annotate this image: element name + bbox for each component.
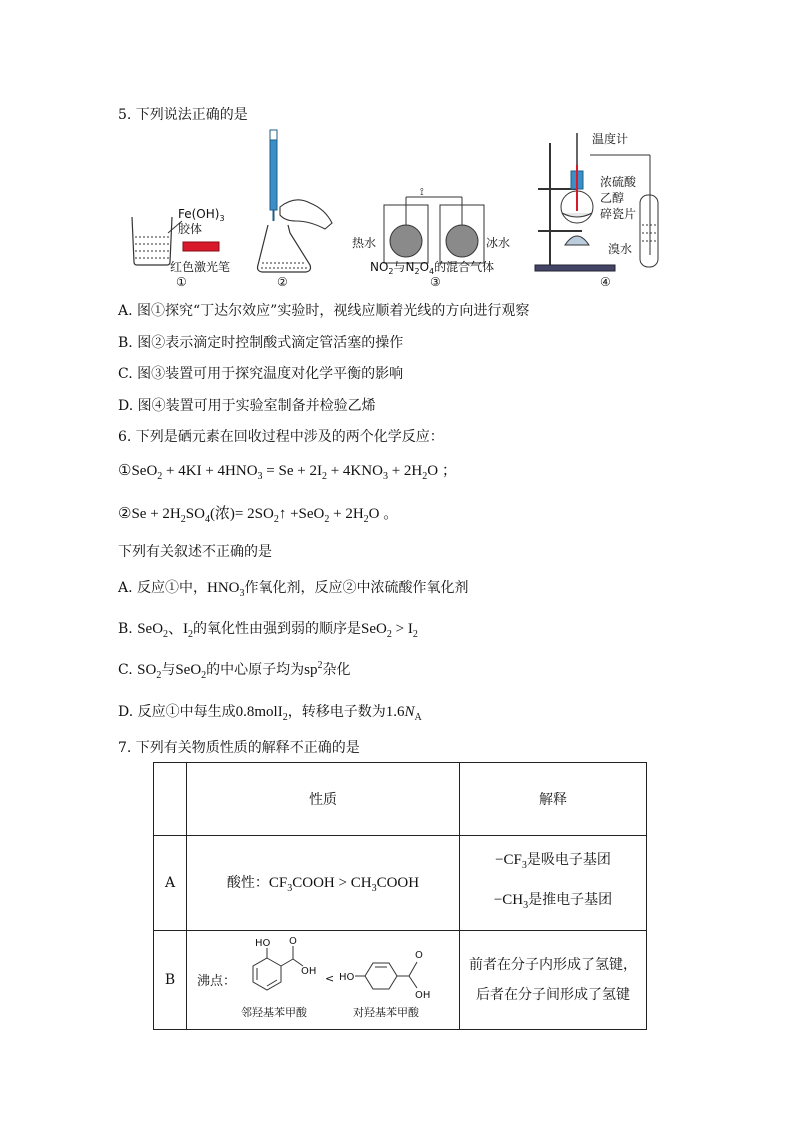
fig1-label-laser: 红色激光笔 — [170, 260, 231, 274]
row-b-structures — [189, 932, 457, 1024]
fig1-number: ① — [176, 275, 187, 289]
table-row-b — [154, 931, 647, 1030]
fig1-beaker-with-laser — [132, 207, 230, 289]
q6-stem: 6. 下列是硒元素在回收过程中涉及的两个化学反应： — [118, 429, 444, 445]
q6-reaction-2: ②Se + $2H_2SO_4$(浓)= $2SO_2↑ +SeO_2 + 2H_2O$ 。 — [118, 506, 399, 525]
fig2-number: ② — [277, 275, 288, 289]
fig4-label-acid: 浓硫酸 — [600, 175, 637, 189]
q5-option-d: D. 图④装置可用于实验室制备并检验乙烯 — [118, 398, 376, 414]
q6-option-d: D. 反应①中每生成0.8molI$_2$，转移电子数为$1.6N_A$ — [118, 704, 422, 723]
fig3-label-gas: $NO_2$与$N_2O_4$的混合气体 — [370, 260, 495, 276]
clamp-icon: ⟟ — [420, 187, 424, 198]
row-a-property: 酸性：$CF_3COOH$ > $CH_3COOH$ — [187, 836, 460, 931]
q6-reaction-1: ①SeO$_2$ + $4KI + 4HNO_3 = Se + 2I_2 + 4KNO_3 + 2H_2O$ ； — [118, 463, 457, 482]
p-hydroxybenzoic-acid-structure — [339, 950, 430, 1001]
fig1-label-colloid: 胶体 — [178, 222, 203, 236]
q5-stem: 5. 下列说法正确的是 — [118, 107, 248, 123]
svg-text:HO: HO — [339, 972, 355, 983]
table-header-row — [154, 763, 647, 836]
svg-text:OH: OH — [415, 990, 431, 1001]
row-b-label: B — [154, 931, 187, 1030]
table-row-a — [154, 836, 647, 931]
header-empty-cell — [154, 763, 187, 836]
fig4-label-bromine: 溴水 — [608, 242, 633, 256]
q5-option-a: A. 图①探究“丁达尔效应”实验时，视线应顺着光线的方向进行观察 — [118, 303, 530, 319]
fig3-number: ③ — [430, 275, 441, 289]
row-b-explanation: 前者在分子内形成了氢键， 后者在分子间形成了氢键 — [460, 931, 647, 1030]
q7-stem: 7. 下列有关物质性质的解释不正确的是 — [118, 740, 360, 756]
row-a-label: A — [154, 836, 187, 931]
q5-option-c: C. 图③装置可用于探究温度对化学平衡的影响 — [118, 366, 404, 382]
q5-figures — [120, 125, 680, 290]
q6-option-b: B. SeO$_2$、$I_2$的氧化性由强到弱的顺序是$SeO_2 > I_2$ — [118, 621, 418, 640]
header-explanation: 解释 — [460, 763, 647, 836]
fig3-label-hot: 热水 — [352, 236, 377, 250]
q5-option-b: B. 图②表示滴定时控制酸式滴定管活塞的操作 — [118, 335, 404, 351]
fig4-ethylene-apparatus — [535, 131, 658, 289]
q6-option-c: C. $SO_2$与SeO$_2$的中心原子均为$sp^2$杂化 — [118, 660, 351, 681]
fig4-label-thermometer: 温度计 — [592, 132, 629, 146]
svg-text:HO: HO — [255, 938, 271, 949]
boiling-point-label: 沸点： — [197, 974, 237, 989]
fig4-number: ④ — [600, 275, 611, 289]
fig4-label-chips: 碎瓷片 — [600, 207, 637, 221]
fig2-titration — [258, 130, 333, 289]
q7-table — [153, 762, 647, 1030]
header-property: 性质 — [187, 763, 460, 836]
fig3-two-flasks — [352, 187, 510, 289]
svg-text:O: O — [289, 936, 297, 947]
salicylic-acid-structure — [253, 936, 316, 990]
fig3-label-ice: 冰水 — [486, 236, 511, 250]
row-b-property — [187, 931, 460, 1030]
name-p-hydroxybenzoic-acid: 对羟基苯甲酸 — [353, 1006, 419, 1019]
row-a-explanation: $-CF_3$是吸电子基团 $-CH_3$是推电子基团 — [460, 836, 647, 931]
svg-text:OH: OH — [301, 966, 317, 977]
fig1-label-feoh3: $Fe(OH)_3$ — [178, 207, 225, 223]
svg-text:O: O — [415, 950, 423, 961]
less-than-sign: < — [325, 972, 335, 985]
q6-sub-stem: 下列有关叙述不正确的是 — [118, 544, 272, 560]
fig4-label-ethanol: 乙醇 — [600, 191, 625, 205]
q6-option-a: A. 反应①中，$HNO_3$作氧化剂，反应②中浓硫酸作氧化剂 — [118, 580, 469, 599]
name-salicylic-acid: 邻羟基苯甲酸 — [241, 1006, 307, 1019]
